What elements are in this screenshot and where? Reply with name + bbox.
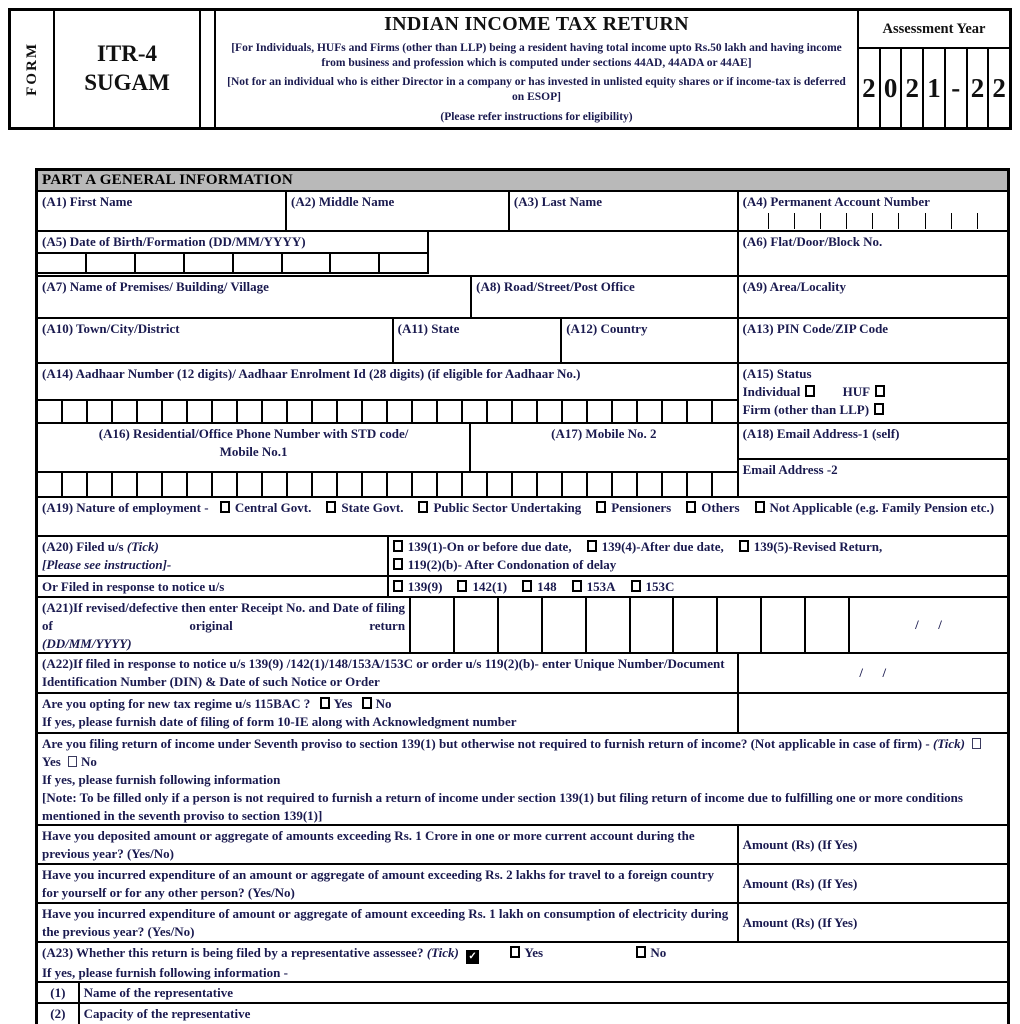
input-cell[interactable] <box>563 401 588 422</box>
row-question-electricity <box>38 904 1007 943</box>
input-cell[interactable] <box>543 598 587 652</box>
representative-capacity-field[interactable] <box>80 1004 1007 1024</box>
proviso-question: Are you filing return of income under Seventh proviso to section 139(1) but otherwise not required to furnish return of income? (Not applicable in case of firm) - (Tick) Yes No <box>42 735 1003 771</box>
input-cell[interactable] <box>631 598 675 652</box>
assessment-year-digit: - <box>946 49 968 127</box>
checkbox-option <box>686 500 739 515</box>
field-email-1[interactable] <box>739 424 1007 460</box>
input-cell[interactable] <box>288 473 313 496</box>
input-cell[interactable] <box>313 473 338 496</box>
input-cell[interactable] <box>87 254 136 274</box>
field-middle-name[interactable] <box>287 192 510 230</box>
checkbox-option <box>326 500 403 515</box>
input-cell[interactable] <box>794 213 820 229</box>
input-cell[interactable] <box>499 598 543 652</box>
input-cell[interactable] <box>638 401 663 422</box>
input-cell[interactable] <box>283 254 332 274</box>
tick-hint: (Tick) <box>932 736 965 751</box>
input-cell[interactable] <box>563 473 588 496</box>
receipt-label-cell <box>38 598 411 652</box>
assessment-year-digit: 2 <box>968 49 990 127</box>
input-cell[interactable] <box>88 401 113 422</box>
input-cell[interactable] <box>713 473 736 496</box>
input-cell[interactable] <box>488 401 513 422</box>
field-email-2[interactable] <box>739 460 1007 496</box>
question-text: Have you deposited amount or aggregate of amounts exceeding Rs. 1 Crore in one or more current account during the previous year? (Yes/No) <box>38 826 739 863</box>
representative-question-cell <box>38 943 1007 981</box>
field-label: (A6) Flat/Door/Block No. <box>742 234 883 249</box>
notice-options-cell <box>389 577 1007 596</box>
input-cell[interactable] <box>846 213 872 229</box>
checkbox-option <box>220 500 312 515</box>
assessment-year-digit: 1 <box>924 49 946 127</box>
row-representative-name <box>38 983 1007 1004</box>
aadhaar-input-cells <box>38 399 737 422</box>
input-cell[interactable] <box>587 598 631 652</box>
notice-label-cell <box>38 577 389 596</box>
representative-no-checkbox[interactable] <box>636 946 646 958</box>
status-individual-label: Individual <box>742 384 801 399</box>
field-label: (A17) Mobile No. 2 <box>551 426 657 441</box>
input-cell[interactable] <box>238 401 263 422</box>
input-cell[interactable] <box>743 213 768 229</box>
field-label: Email Address -2 <box>742 462 838 477</box>
input-cell[interactable] <box>588 401 613 422</box>
checkbox-option-label: 139(1)-On or before due date, <box>407 539 572 554</box>
assessment-year-digit: 2 <box>859 49 881 127</box>
representative-name-field[interactable] <box>80 983 1007 1002</box>
input-cell[interactable] <box>898 213 924 229</box>
no-label: No <box>81 754 97 769</box>
form-eligibility-note: [For Individuals, HUFs and Firms (other than LLP) being a resident having total income upto Rs.50 lakh and having income from business and profession which is computed under sections 44AD, 44ADA or 44AE] <box>231 41 842 69</box>
input-cell[interactable] <box>463 473 488 496</box>
receipt-input-cells <box>411 598 850 652</box>
field-status <box>739 364 1007 422</box>
row-receipt <box>38 598 1007 654</box>
date-format-hint: (DD/MM/YYYY) <box>42 636 132 651</box>
input-cell[interactable] <box>238 473 263 496</box>
input-cell[interactable] <box>288 401 313 422</box>
checkbox-option-label: Pensioners <box>611 500 672 515</box>
field-aadhaar-number[interactable] <box>38 364 739 422</box>
representative-yes-checkbox[interactable] <box>510 946 520 958</box>
checkbox[interactable] <box>220 501 230 513</box>
field-label: (A2) Middle Name <box>291 194 395 209</box>
header-spacer-column <box>201 11 216 127</box>
field-label: Name of the representative <box>83 985 233 1000</box>
firm-checkbox[interactable] <box>874 403 884 415</box>
form-header <box>8 8 1012 130</box>
amount-field[interactable] <box>739 826 1007 863</box>
input-cell[interactable] <box>136 254 185 274</box>
field-label: (A5) Date of Birth/Formation (DD/MM/YYYY) <box>38 232 429 254</box>
input-cell[interactable] <box>331 254 380 274</box>
field-mobile-2[interactable] <box>471 424 736 471</box>
row-question-deposit <box>38 826 1007 865</box>
proviso-note: [Note: To be filled only if a person is not required to furnish a return of income under section 139(1) but filing return of income due to fulfilling one or more conditions mentioned in the seventh proviso to section 139(1)] <box>42 790 963 823</box>
checkbox-option <box>572 579 616 594</box>
row-dob-flat <box>38 232 1007 277</box>
checkbox-option <box>457 579 507 594</box>
checkbox-option <box>631 579 675 594</box>
email-block <box>739 424 1007 496</box>
employment-options <box>220 500 994 515</box>
input-cell[interactable] <box>513 401 538 422</box>
checkbox-option-label: State Govt. <box>341 500 404 515</box>
input-cell[interactable] <box>538 473 563 496</box>
input-cell[interactable] <box>263 473 288 496</box>
field-pin-code[interactable] <box>739 319 1007 362</box>
assessment-year-digit: 0 <box>881 49 903 127</box>
field-label: (A10) Town/City/District <box>42 321 180 336</box>
input-cell[interactable] <box>925 213 951 229</box>
checkbox-option <box>522 579 557 594</box>
form-sidebar <box>11 11 55 127</box>
input-cell[interactable] <box>951 213 977 229</box>
status-firm-label: Firm (other than LLP) <box>742 402 870 417</box>
field-label: (A9) Area/Locality <box>742 279 846 294</box>
status-options-line1 <box>743 383 1003 401</box>
question-text: Have you incurred expenditure of an amount or aggregate of amount exceeding Rs. 2 lakhs for travel to a foreign country for yourself or for any other person? (Yes/No) <box>38 865 739 902</box>
huf-checkbox[interactable] <box>875 385 885 397</box>
amount-field[interactable] <box>739 865 1007 902</box>
amount-label: Amount (Rs) (If Yes) <box>742 836 858 852</box>
input-cell[interactable] <box>388 401 413 422</box>
field-country[interactable] <box>562 319 738 362</box>
input-cell[interactable] <box>38 254 87 274</box>
checkbox-option-label: Not Applicable (e.g. Family Pension etc.) <box>769 500 995 515</box>
checkbox[interactable] <box>522 580 532 592</box>
input-cell[interactable] <box>663 401 688 422</box>
instruction-hint: [Please see instruction]- <box>42 557 172 572</box>
input-cell[interactable] <box>338 401 363 422</box>
input-cell[interactable] <box>663 473 688 496</box>
input-cell[interactable] <box>380 254 429 274</box>
row-filed-us <box>38 537 1007 577</box>
input-cell[interactable] <box>138 401 163 422</box>
regime-question: Are you opting for new tax regime u/s 115BAC ? Yes No <box>42 696 392 711</box>
field-area-locality[interactable] <box>739 277 1007 317</box>
regime-note: If yes, please furnish date of filing of form 10-IE along with Acknowledgment number <box>42 714 517 729</box>
field-flat-door-block[interactable] <box>739 232 1007 275</box>
checkbox-option <box>393 579 443 594</box>
form-code-line2: SUGAM <box>84 70 170 95</box>
input-cell[interactable] <box>38 401 63 422</box>
checkbox[interactable] <box>326 501 336 513</box>
field-label: (A3) Last Name <box>513 194 602 209</box>
checkbox-option-label: 148 <box>537 579 557 594</box>
assessment-year-digits <box>859 49 1009 127</box>
input-cell[interactable] <box>613 473 638 496</box>
input-cell[interactable] <box>234 254 283 274</box>
input-cell[interactable] <box>411 598 455 652</box>
input-cell[interactable] <box>613 401 638 422</box>
checkbox-option <box>739 539 883 554</box>
field-label: (A8) Road/Street/Post Office <box>476 279 635 294</box>
checkbox[interactable] <box>457 580 467 592</box>
field-label: (A4) Permanent Account Number <box>742 194 930 209</box>
input-cell[interactable] <box>820 213 846 229</box>
input-cell[interactable] <box>113 473 138 496</box>
row-representative-assessee <box>38 943 1007 983</box>
input-cell[interactable] <box>163 473 188 496</box>
yes-label: Yes <box>42 754 61 769</box>
checkbox-option-label: 142(1) <box>472 579 508 594</box>
din-label-cell <box>38 654 739 692</box>
regime-yes-checkbox[interactable] <box>320 697 330 709</box>
form-10ie-field[interactable] <box>739 694 1007 732</box>
form-description <box>216 11 859 127</box>
input-cell[interactable] <box>638 473 663 496</box>
checked-checkbox[interactable] <box>466 950 479 964</box>
checkbox-option <box>587 539 724 554</box>
checkbox[interactable] <box>572 580 582 592</box>
input-cell[interactable] <box>213 401 238 422</box>
tick-hint: (Tick) <box>426 945 459 960</box>
row-name-pan <box>38 192 1007 232</box>
status-huf-label: HUF <box>842 384 871 399</box>
checkbox[interactable] <box>393 580 403 592</box>
input-cell[interactable] <box>163 401 188 422</box>
row-question-travel <box>38 865 1007 904</box>
row-representative-capacity <box>38 1004 1007 1024</box>
part-a-table <box>35 168 1010 1024</box>
checkbox-option <box>393 557 616 572</box>
row-phone-email <box>38 424 1007 498</box>
field-road-street[interactable] <box>472 277 738 317</box>
input-cell[interactable] <box>388 473 413 496</box>
input-cell[interactable] <box>674 598 718 652</box>
input-cell[interactable] <box>455 598 499 652</box>
field-label: (A12) Country <box>566 321 648 336</box>
date-slashes: / / <box>859 665 887 680</box>
input-cell[interactable] <box>977 213 1003 229</box>
checkbox-option <box>596 500 671 515</box>
phone-block <box>38 424 739 496</box>
no-label: No <box>375 696 392 711</box>
input-cell[interactable] <box>806 598 848 652</box>
row-aadhaar-status <box>38 364 1007 424</box>
no-label: No <box>650 945 667 960</box>
amount-label: Amount (Rs) (If Yes) <box>742 875 858 891</box>
status-options-line2 <box>743 401 1003 419</box>
part-a-title: PART A GENERAL INFORMATION <box>38 171 1007 190</box>
field-label: (A20) Filed u/s (Tick) <box>42 539 159 554</box>
amount-label: Amount (Rs) (If Yes) <box>742 914 858 930</box>
input-cell[interactable] <box>338 473 363 496</box>
row-new-tax-regime <box>38 694 1007 734</box>
filed-us-label-cell <box>38 537 389 575</box>
field-phone-std[interactable] <box>38 424 471 471</box>
input-cell[interactable] <box>538 401 563 422</box>
checkbox-option <box>393 539 572 554</box>
checkbox[interactable] <box>755 501 765 513</box>
proviso-cell <box>38 734 1007 824</box>
representative-question: (A23) Whether this return is being filed by a representative assessee? (Tick) ✓ Yes No <box>42 944 1003 964</box>
field-label: Mobile No.1 <box>219 444 288 459</box>
individual-checkbox[interactable] <box>805 385 815 397</box>
assessment-year-box <box>859 11 1009 127</box>
input-cell[interactable] <box>413 401 438 422</box>
form-vertical-label: FORM <box>23 42 40 96</box>
field-pan[interactable] <box>739 192 1007 230</box>
checkbox-option <box>418 500 581 515</box>
field-town-city[interactable] <box>38 319 394 362</box>
phone-input-cells <box>38 471 737 496</box>
checkbox[interactable] <box>393 558 403 570</box>
input-cell[interactable] <box>263 401 288 422</box>
assessment-year-label: Assessment Year <box>859 11 1009 49</box>
input-cell[interactable] <box>63 473 88 496</box>
input-cell[interactable] <box>762 598 806 652</box>
field-date-of-birth[interactable] <box>38 232 739 275</box>
row-town-state <box>38 319 1007 364</box>
row-notice <box>38 577 1007 598</box>
form-title: INDIAN INCOME TAX RETURN <box>384 13 689 35</box>
pan-input-cells <box>743 213 1003 229</box>
checkbox-option-label: 139(5)-Revised Return, <box>753 539 883 554</box>
checkbox-option-label: Others <box>701 500 740 515</box>
input-cell[interactable] <box>313 401 338 422</box>
field-label: Capacity of the representative <box>83 1006 251 1021</box>
original-return-date-field[interactable] <box>850 598 1007 652</box>
input-cell[interactable] <box>688 473 713 496</box>
field-label: (A22)If filed in response to notice u/s 139(9) /142(1)/148/153A/153C or order u/s 119(2)(b)- enter Unique Number/Document Identification Number (DIN) & Date of such Notice or Order <box>42 656 725 689</box>
input-cell[interactable] <box>463 401 488 422</box>
field-label: (A14) Aadhaar Number (12 digits)/ Aadhaar Enrolment Id (28 digits) (if eligible for Aadhaar No.) <box>42 366 581 381</box>
field-state[interactable] <box>394 319 563 362</box>
row-employment <box>38 498 1007 537</box>
checkbox[interactable] <box>631 580 641 592</box>
input-cell[interactable] <box>88 473 113 496</box>
form-exclusion-note: [Not for an individual who is either Director in a company or has invested in unlisted equity shares or if income-tax is deferred on ESOP] <box>227 76 846 104</box>
field-label: (A21)If revised/defective then enter Receipt No. and Date of filing of original return <box>42 600 406 633</box>
part-a-title-row <box>38 171 1007 192</box>
field-last-name[interactable] <box>510 192 739 230</box>
checkbox[interactable] <box>596 501 606 513</box>
row-din <box>38 654 1007 694</box>
filed-us-options-line2 <box>393 556 1003 574</box>
checkbox-option-label: 139(9) <box>407 579 443 594</box>
checkbox[interactable] <box>739 540 749 552</box>
field-label: (A1) First Name <box>42 194 133 209</box>
field-label: (A16) Residential/Office Phone Number with STD code/ <box>98 426 409 441</box>
checkbox-option-label: Central Govt. <box>234 500 312 515</box>
form-code-line1: ITR-4 <box>96 41 158 67</box>
input-cell[interactable] <box>718 598 762 652</box>
field-label: (A11) State <box>397 321 460 336</box>
input-cell[interactable] <box>488 473 513 496</box>
regime-no-checkbox[interactable] <box>362 697 372 709</box>
field-label: (A19) Nature of employment - <box>42 500 209 515</box>
yes-label: Yes <box>524 945 544 960</box>
checkbox[interactable] <box>393 540 403 552</box>
question-text: Have you incurred expenditure of amount or aggregate of amount exceeding Rs. 1 lakh on consumption of electricity during the previous year? (Yes/No) <box>38 904 739 941</box>
amount-field[interactable] <box>739 904 1007 941</box>
input-cell[interactable] <box>413 473 438 496</box>
status-label: (A15) Status <box>742 366 812 381</box>
input-cell[interactable] <box>188 473 213 496</box>
notice-date-field[interactable] <box>739 654 1007 692</box>
field-label: (A13) PIN Code/ZIP Code <box>742 321 889 336</box>
yes-label: Yes <box>333 696 353 711</box>
input-cell[interactable] <box>438 401 463 422</box>
field-label: (A7) Name of Premises/ Building/ Village <box>42 279 269 294</box>
input-cell[interactable] <box>138 473 163 496</box>
checkbox[interactable] <box>587 540 597 552</box>
field-label: Or Filed in response to notice u/s <box>42 579 225 594</box>
field-first-name[interactable] <box>38 192 287 230</box>
filed-us-options-cell <box>389 537 1007 575</box>
tick-hint: (Tick) <box>126 539 159 554</box>
checkbox-option <box>755 500 995 515</box>
checkbox-option-label: 153A <box>586 579 616 594</box>
input-cell[interactable] <box>713 401 736 422</box>
checkbox[interactable] <box>686 501 696 513</box>
input-cell[interactable] <box>113 401 138 422</box>
row-number: (1) <box>38 983 80 1002</box>
checkbox[interactable] <box>418 501 428 513</box>
form-refer-note: (Please refer instructions for eligibility) <box>440 111 633 124</box>
input-cell[interactable] <box>768 213 794 229</box>
input-cell[interactable] <box>213 473 238 496</box>
input-cell[interactable] <box>688 401 713 422</box>
proviso-no-checkbox[interactable] <box>68 756 77 767</box>
row-seventh-proviso <box>38 734 1007 826</box>
field-nature-of-employment <box>38 498 1007 535</box>
input-cell[interactable] <box>188 401 213 422</box>
dob-input-cells <box>38 254 429 274</box>
filed-us-options-line1 <box>393 538 1003 556</box>
date-slashes: / / <box>915 617 942 632</box>
proviso-info: If yes, please furnish following information <box>42 772 281 787</box>
input-cell[interactable] <box>63 401 88 422</box>
checkbox-option-label: 119(2)(b)- After Condonation of delay <box>407 557 617 572</box>
checkbox-option-label: 139(4)-After due date, <box>601 539 724 554</box>
regime-question-cell <box>38 694 739 732</box>
input-cell[interactable] <box>872 213 898 229</box>
assessment-year-digit: 2 <box>992 72 1006 103</box>
input-cell[interactable] <box>363 473 388 496</box>
input-cell[interactable] <box>38 473 63 496</box>
input-cell[interactable] <box>185 254 234 274</box>
form-code-box <box>55 11 201 127</box>
field-premises[interactable] <box>38 277 472 317</box>
assessment-year-digit: 2 <box>902 49 924 127</box>
proviso-yes-checkbox[interactable] <box>972 738 981 749</box>
representative-info: If yes, please furnish following information - <box>42 965 288 980</box>
checkbox-option-label: Public Sector Undertaking <box>433 500 582 515</box>
input-cell[interactable] <box>363 401 388 422</box>
row-premises <box>38 277 1007 319</box>
input-cell[interactable] <box>588 473 613 496</box>
checkbox-option-label: 153C <box>645 579 675 594</box>
input-cell[interactable] <box>513 473 538 496</box>
input-cell[interactable] <box>438 473 463 496</box>
field-label: (A18) Email Address-1 (self) <box>742 426 900 441</box>
row-number: (2) <box>38 1004 80 1024</box>
phone-labels <box>38 424 737 471</box>
